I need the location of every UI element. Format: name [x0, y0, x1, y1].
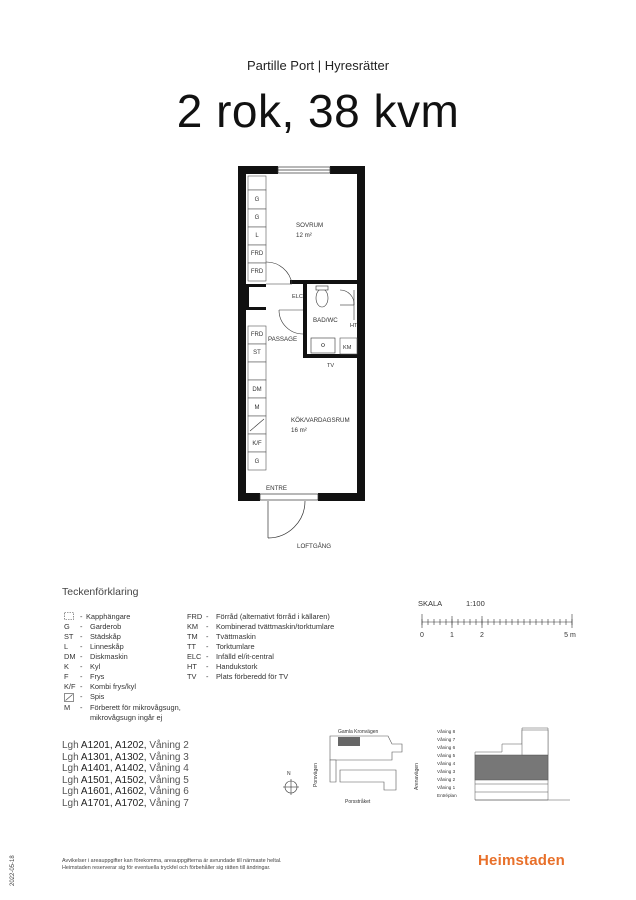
shower-door: [340, 290, 354, 320]
legend-code-f: F: [64, 672, 69, 681]
fixture-km: KM: [343, 345, 352, 351]
apartment-units: A1701, A1702,: [80, 797, 147, 809]
fixture-elc: ELC: [292, 294, 303, 300]
sink-icon: [311, 338, 335, 353]
legend-dash: -: [80, 652, 83, 661]
legend-dash: -: [80, 682, 83, 691]
scale-ratio: 1:100: [466, 599, 485, 608]
apartment-units: A1301, A1302,: [80, 751, 147, 763]
apartment-row: [62, 740, 189, 752]
legend-desc-ht: Handukstork: [216, 662, 258, 671]
room-bedroom: SOVRUM: [296, 222, 324, 229]
legend-dash: -: [80, 612, 83, 621]
fixture-ht: HT: [350, 323, 358, 329]
apartment-floor: Våning 5: [146, 774, 189, 786]
legend-code-frd: FRD: [187, 612, 203, 621]
apartment-prefix: Lgh: [62, 740, 81, 751]
project-name: Partille Port | Hyresrätter: [246, 58, 390, 73]
apartment-row: [62, 798, 189, 810]
closet-g1: G: [254, 197, 260, 203]
apartment-prefix: Lgh: [62, 774, 81, 786]
legend-dash: -: [206, 672, 209, 681]
floor-label: Våning 6: [437, 745, 456, 750]
legend-code-l: L: [64, 642, 69, 651]
street-label: Porsvägen: [313, 763, 319, 787]
apartment-units: A1401, A1402,: [80, 763, 147, 775]
legend-dash: -: [206, 662, 209, 671]
closet-m: M: [254, 405, 260, 411]
apartment-floor: Våning 2: [146, 740, 189, 751]
street-label: Gamla Kronvägen: [338, 729, 379, 735]
legend-code-tm: TM: [187, 632, 198, 641]
street-label: Porsstråket: [345, 799, 371, 805]
scale-tick: 5 m: [564, 632, 576, 639]
legend-dash: -: [206, 632, 209, 641]
legend-code-tv: TV: [187, 672, 197, 681]
scale-tick: 1: [450, 632, 454, 639]
legend-dash: -: [206, 622, 209, 631]
street-label: Arenavägen: [414, 763, 420, 790]
site-highlight: [338, 737, 360, 746]
legend-dash: -: [206, 652, 209, 661]
legend-dash: -: [80, 642, 83, 651]
apartment-prefix: Lgh: [62, 751, 81, 763]
closet-frd3: FRD: [250, 332, 264, 338]
legend-code-g: G: [64, 622, 70, 631]
floor-label: Entréplan: [437, 793, 457, 798]
legend-dash: -: [80, 703, 83, 712]
legend-dash: -: [80, 632, 83, 641]
apartment-units: A1201, A1202,: [80, 740, 147, 751]
apartment-row: [62, 786, 189, 798]
disclaimer: [62, 858, 362, 872]
legend-title: Teckenförklaring: [62, 586, 139, 598]
legend-dash: -: [206, 642, 209, 651]
bedroom-door: [266, 262, 292, 284]
print-date: 2022-05-18: [10, 855, 16, 886]
apartment-units: A1501, A1502,: [80, 774, 147, 786]
apartment-units: A1601, A1602,: [80, 786, 147, 798]
legend-code-st: ST: [64, 632, 74, 641]
fixture-tv: TV: [327, 363, 335, 369]
legend-desc-elc: Infälld el/it-central: [216, 652, 274, 661]
building-section: [420, 724, 580, 804]
floor-label: Våning 2: [437, 777, 456, 782]
legend-code-kf: K/F: [64, 682, 76, 691]
legend-dash: -: [80, 622, 83, 631]
floor-label: Våning 5: [437, 753, 456, 758]
apartment-prefix: Lgh: [62, 786, 81, 798]
scale-label: SKALA: [418, 599, 443, 608]
legend-dash: -: [80, 692, 83, 701]
brand-logo: Heimstaden: [478, 852, 566, 869]
bathroom-door: [279, 310, 303, 334]
legend-code-dm: DM: [64, 652, 76, 661]
closet-g3: G: [254, 459, 260, 465]
closet-st: ST: [253, 350, 261, 356]
floor-label: Våning 8: [437, 729, 456, 734]
apartment-row: [62, 775, 189, 787]
floor-label: Våning 1: [437, 785, 456, 790]
legend-desc-l: Linneskåp: [90, 642, 124, 651]
floor-plan: [230, 160, 390, 560]
room-bathroom: BAD/WC: [313, 317, 338, 324]
room-passage: PASSAGE: [268, 336, 298, 343]
legend-code-k: K: [64, 662, 69, 671]
corridor-label: LOFTGÅNG: [297, 543, 332, 550]
legend-coat-rack: Kapphängare: [86, 612, 131, 621]
stove-icon: [64, 693, 74, 702]
legend-desc-m: Förberett för mikrovågsugn, mikrovågsugn ingår ej: [90, 703, 181, 722]
scale-bar: [416, 608, 576, 642]
legend-code-ht: HT: [187, 662, 197, 671]
legend-dash: -: [206, 612, 209, 621]
floor-label: Våning 7: [437, 737, 456, 742]
room-kitchen-living: KÖK/VARDAGSRUM: [291, 417, 350, 424]
closet-kf: K/F: [252, 441, 262, 447]
floor-label: Våning 3: [437, 769, 456, 774]
closet-l: L: [255, 233, 259, 239]
dashed-box-icon: [64, 612, 74, 620]
legend-desc-km: Kombinerad tvättmaskin/torktumlare: [216, 622, 335, 631]
apartment-prefix: Lgh: [62, 763, 81, 775]
legend-code-km: KM: [187, 622, 199, 631]
scale-tick: 0: [420, 632, 424, 639]
legend-desc-stove: Spis: [90, 692, 105, 701]
legend-desc-dm: Diskmaskin: [90, 652, 128, 661]
closet-dm: DM: [252, 387, 262, 393]
legend-dash: -: [80, 662, 83, 671]
legend-desc-k: Kyl: [90, 662, 101, 671]
disclaimer-line: Heimstaden reserverar sig för eventuella tryckfel och förbehåller sig rätten till ändringar.: [62, 865, 271, 871]
apartment-floor: Våning 4: [146, 763, 189, 775]
floor-label: Våning 4: [437, 761, 456, 766]
scale-tick: 2: [480, 632, 484, 639]
legend-code-tt: TT: [187, 642, 197, 651]
closet-g2: G: [254, 215, 260, 221]
balcony-window: [278, 167, 330, 173]
legend-desc-st: Städskåp: [90, 632, 121, 641]
legend-desc-kf: Kombi frys/kyl: [90, 682, 136, 691]
closet-frd2: FRD: [250, 269, 264, 275]
disclaimer-line: Avvikelser i areauppgifter kan förekomma, areauppgifterna är avrundade till närmaste heltal.: [62, 858, 282, 864]
apartment-floor: Våning 3: [146, 751, 189, 763]
legend-code-elc: ELC: [187, 652, 202, 661]
entrance-door: [260, 494, 318, 538]
legend-code-m: M: [64, 703, 71, 712]
legend-desc-g: Garderob: [90, 622, 122, 631]
apartment-prefix: Lgh: [62, 797, 81, 809]
room-kitchen-living-area: 16 m²: [291, 427, 307, 434]
legend-desc-f: Frys: [90, 672, 105, 681]
north-label: N: [287, 771, 291, 777]
north-arrow-icon: [283, 779, 299, 795]
legend-desc-tt: Torktumlare: [216, 642, 255, 651]
apartment-row: [62, 752, 189, 764]
apartment-list: [62, 740, 189, 810]
section-building: [475, 728, 570, 800]
apartment-floor: Våning 7: [146, 797, 189, 809]
apartment-headline: 2 rok, 38 kvm: [176, 85, 460, 137]
legend-dash: -: [80, 672, 83, 681]
legend-desc-tv: Plats förberedd för TV: [216, 672, 289, 681]
closet-frd1: FRD: [250, 251, 264, 257]
apartment-row: [62, 763, 189, 775]
room-bedroom-area: 12 m²: [296, 232, 312, 239]
site-plan: [280, 722, 430, 810]
legend-desc-frd: Förråd (alternativt förråd i källaren): [216, 612, 330, 621]
legend-desc-tm: Tvättmaskin: [216, 632, 256, 641]
toilet-icon: [316, 286, 328, 307]
room-entry: ENTRE: [266, 485, 287, 492]
apartment-floor: Våning 6: [146, 786, 189, 798]
